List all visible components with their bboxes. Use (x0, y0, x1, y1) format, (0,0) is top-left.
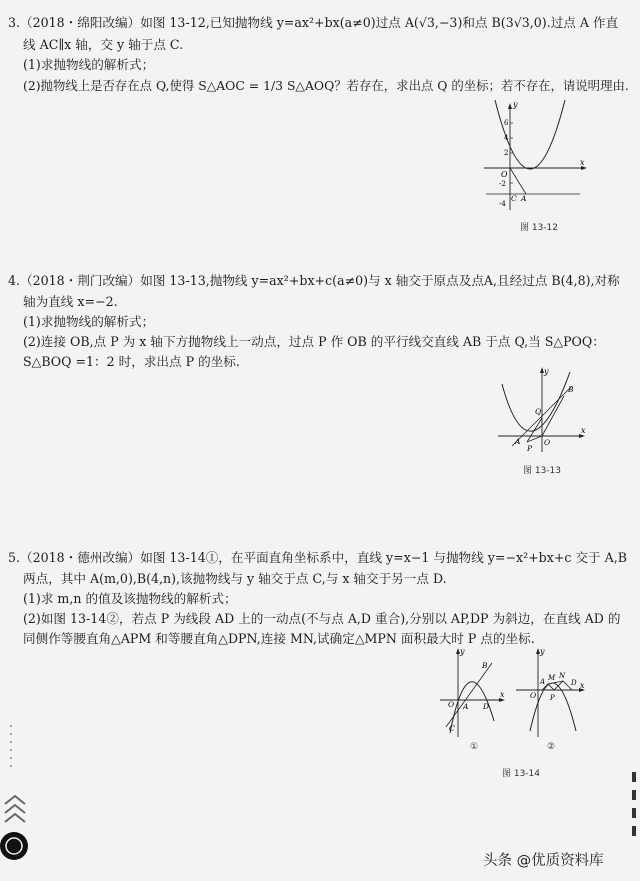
fig4-n-label: N (559, 672, 566, 680)
problem-5-part-2: (2)如图 13-14②，若点 P 为线段 AD 上的一动点(不与点 A,D 重合),分别以 AP,DP 为斜边，在直线 AD 的 (23, 611, 621, 626)
problem-4-part-1: (1)求抛物线的解析式； (23, 314, 155, 329)
corner-circle-decoration (0, 826, 38, 866)
fig3-a-label: A (463, 702, 469, 711)
fig4-d-label: D (571, 679, 577, 687)
figure-13-14-2 (512, 645, 588, 740)
right-edge-dashes-decoration (628, 770, 640, 840)
fig1-a-label: A (521, 194, 527, 203)
fig2-x-label: x (581, 426, 586, 435)
fig1-tick-m4: -4 (499, 200, 506, 208)
fig3-d-label: D (483, 702, 490, 711)
figure-13-13-caption: 图 13-13 (523, 466, 562, 476)
watermark: 头条 @优质资料库 (483, 853, 604, 869)
figure-13-14-sub-1: ① (470, 742, 479, 752)
fig2-q-label: Q (535, 407, 542, 416)
fig3-c-label: C (449, 724, 455, 733)
figure-13-13 (490, 366, 590, 456)
chevron-up-icon (2, 790, 28, 830)
problem-3-part-1: (1)求抛物线的解析式； (23, 57, 155, 72)
fig1-tick-2: 2 (504, 149, 509, 157)
problem-3-part-2: (2)抛物线上是否存在点 Q,使得 S△AOC = 1/3 S△AOQ？若存在，求出点 Q 的坐标；若不存在，请说明理由. (23, 78, 629, 93)
problem-5-part-2-cont: 同侧作等腰直角△APM 和等腰直角△DPN,连接 MN,试确定△MPN 面积最大时 P 点的坐标. (23, 631, 535, 646)
fig1-tick-6: 6 (504, 119, 509, 127)
problem-3-line-1: 3.（2018・绵阳改编）如图 13-12,已知抛物线 y=ax²+bx(a≠0)过点 A(√3,−3)和点 B(3√3,0).过点 A 作直 (8, 15, 619, 30)
fig1-x-label: x (580, 158, 585, 167)
figure-13-14-caption: 图 13-14 (502, 769, 541, 779)
problem-4-part-2-cont: S△BOQ =1：2 时，求出点 P 的坐标. (23, 354, 240, 369)
problem-4-part-2: (2)连接 OB,点 P 为 x 轴下方抛物线上一动点，过点 P 作 OB 的平行线交直线 AB 于点 Q,当 S△POQ： (23, 334, 605, 349)
figure-13-14-1 (436, 645, 508, 740)
fig3-y-label: y (460, 647, 465, 656)
fig2-a-label: A (515, 437, 521, 446)
fig4-m-label: M (548, 674, 556, 682)
problem-5-line-2: 两点，其中 A(m,0),B(4,n),该抛物线与 y 轴交于点 C,与 x 轴交于另一点 D. (23, 571, 447, 586)
figure-13-12 (480, 100, 590, 215)
fig4-a-label: A (540, 678, 546, 686)
problem-3-line-2: 线 AC∥x 轴，交 y 轴于点 C. (23, 37, 184, 52)
problem-4-line-2: 轴为直线 x=−2. (23, 294, 118, 309)
fig3-x-label: x (500, 690, 505, 699)
fig1-tick-4: 4 (504, 134, 509, 142)
fig4-p-label: P (550, 694, 555, 702)
fig2-y-label: y (544, 367, 549, 376)
fig3-b-label: B (482, 661, 488, 670)
fig4-y-label: y (540, 647, 545, 656)
fig2-origin-label: O (544, 438, 551, 447)
problem-5-line-1: 5.（2018・德州改编）如图 13-14①，在平面直角坐标系中，直线 y=x−1 与抛物线 y=−x²+bx+c 交于 A,B (8, 550, 627, 565)
binding-dots-decoration (4, 722, 18, 792)
fig1-y-label: y (513, 100, 518, 109)
fig1-c-label: C (511, 194, 517, 203)
fig4-origin-label: O (530, 691, 537, 700)
figure-13-12-caption: 图 13-12 (520, 223, 559, 233)
problem-4-line-1: 4.（2018・荆门改编）如图 13-13,抛物线 y=ax²+bx+c(a≠0)与 x 轴交于原点及点A,且经过点 B(4,8),对称 (8, 273, 620, 288)
fig3-origin-label: O (448, 700, 455, 709)
fig2-b-label: B (568, 385, 574, 394)
figure-13-14-sub-2: ② (547, 742, 556, 752)
problem-5-part-1: (1)求 m,n 的值及该抛物线的解析式； (23, 591, 237, 606)
fig2-p-label: P (527, 444, 533, 453)
fig1-tick-m2: -2 (499, 180, 506, 188)
fig1-origin-label: O (501, 170, 508, 179)
fig4-x-label: x (580, 681, 585, 690)
